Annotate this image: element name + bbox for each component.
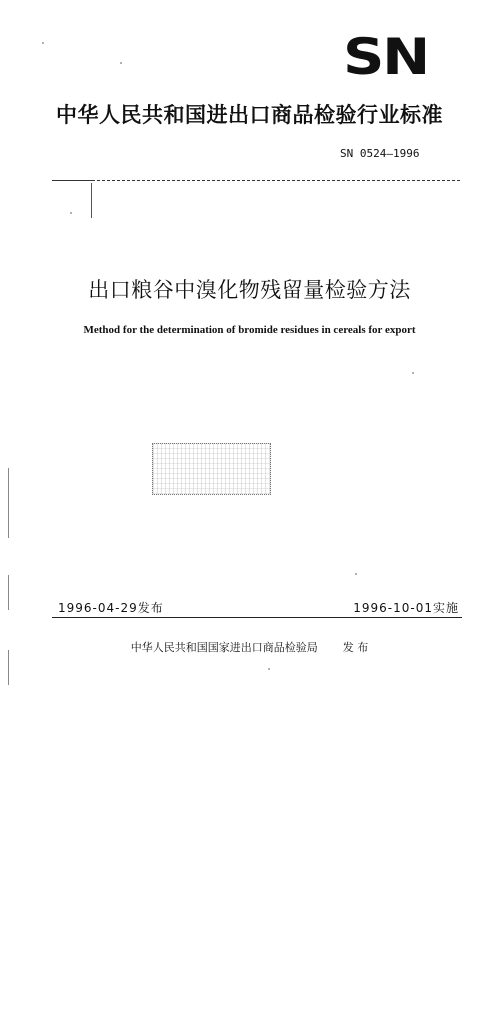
scan-speck xyxy=(42,42,44,44)
scan-speck xyxy=(268,668,270,670)
top-divider-tick xyxy=(91,183,92,218)
bottom-divider xyxy=(52,617,462,618)
issuer-name: 中华人民共和国国家进出口商品检验局 xyxy=(130,641,318,654)
standard-code: SN 0524—1996 xyxy=(340,147,420,160)
publish-date: 1996-04-29发布 xyxy=(58,601,164,615)
scan-margin-mark xyxy=(8,575,9,610)
scan-margin-mark xyxy=(8,468,9,538)
top-divider-dashed xyxy=(52,180,460,181)
standard-category-title: 中华人民共和国进出口商品检验行业标准 xyxy=(56,103,443,127)
issuer-line xyxy=(0,640,499,656)
document-title-chinese: 出口粮谷中溴化物残留量检验方法 xyxy=(88,278,411,302)
faded-stamp-mark xyxy=(152,443,271,495)
scan-speck xyxy=(120,62,122,64)
scan-speck xyxy=(355,573,357,575)
document-title-english: Method for the determination of bromide residues in cereals for export xyxy=(83,324,416,336)
sn-logo: SN xyxy=(343,28,428,86)
top-divider-solid-segment xyxy=(52,180,92,181)
scan-speck xyxy=(412,372,414,374)
scan-speck xyxy=(70,212,72,214)
scan-margin-mark xyxy=(8,650,9,685)
implementation-date: 1996-10-01实施 xyxy=(353,601,459,615)
issuer-action: 发 布 xyxy=(342,641,369,654)
